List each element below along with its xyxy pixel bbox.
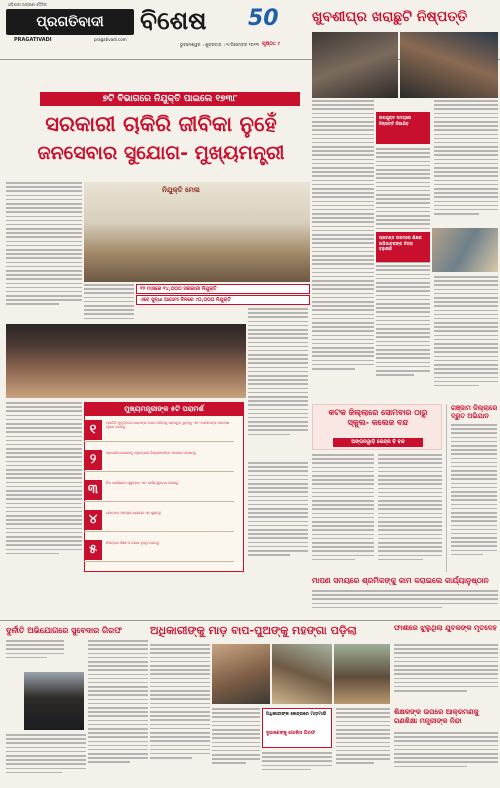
bottom-right-body-1 xyxy=(394,644,498,706)
ganjam-box xyxy=(446,404,498,572)
advice-point xyxy=(84,538,234,562)
assault-photo-1 xyxy=(212,644,270,704)
right-top-body-1 xyxy=(312,100,374,400)
stat-2 xyxy=(136,295,310,305)
bottom-left-body-3 xyxy=(6,734,86,780)
bottom-right-headline[interactable]: ଫାଶୀରେ ଝୁଲୁଥିଲା ଯୁବକଙ୍କ ମୃତଦେହ xyxy=(394,624,497,632)
lead-body-col-2 xyxy=(84,284,134,324)
labour-body xyxy=(312,590,498,618)
stage-photo xyxy=(84,182,310,282)
cuttack-body-2 xyxy=(378,454,442,572)
advice-point-text: ସରକାରୀ ଯୋଜନାକୁ ପ୍ରତ୍ୟେକ ହିତାଧିକାରୀଙ୍କ ପାଖରେ ପହଞ୍ଚାନ୍ତୁ xyxy=(106,451,197,455)
advice-point-text: ନିରନ୍ତର ଶିକ୍ଷା ଓ ଦକ୍ଷତା ବୃଦ୍ଧି କରନ୍ତୁ xyxy=(106,541,160,545)
right-top-body-3 xyxy=(434,100,498,228)
bottom-mid-body-1 xyxy=(150,644,210,780)
ganjam-body xyxy=(451,424,497,570)
audience-photo xyxy=(6,324,246,398)
advice-point-number: ୧ xyxy=(84,420,102,440)
bottom-mid-body-3 xyxy=(336,708,390,780)
advice-point xyxy=(84,478,234,502)
ganjam-title[interactable]: ଗଞ୍ଜାମ ଜିଲ୍ଲାରେ ଦ୍ରୁତ ଅଭିଯାନ xyxy=(451,404,498,420)
anniversary-logo xyxy=(248,6,284,36)
assault-photo-3 xyxy=(334,644,390,704)
cuttack-body-1 xyxy=(312,454,374,572)
cuttack-box xyxy=(312,404,442,450)
section-title: ବିଶେଷ xyxy=(140,6,207,35)
right-top-body-2 xyxy=(376,148,430,398)
protest-photo-left xyxy=(312,32,398,98)
bottom-mid-body-4 xyxy=(262,752,332,780)
advice-point-number: ୩ xyxy=(84,480,102,500)
labour-headline[interactable]: ମାପଣ ସମୟରେ ଶ୍ରମିକଙ୍କୁ କାମ କରାଇଲେ କାର୍ଯ୍ୟାନୁଷ୍ଠାନ xyxy=(312,576,489,585)
bottom-mid-box xyxy=(262,708,332,748)
site-url[interactable]: pragativadi.com xyxy=(94,37,127,42)
advice-point-text: ଲୋକଙ୍କ ସମସ୍ୟା ଧ୍ୟାନର ସହ ଶୁଣନ୍ତୁ xyxy=(106,511,162,515)
stage-banner: ନିଯୁକ୍ତି ମେଳା xyxy=(162,186,200,194)
advice-point-text: ପ୍ରତିଟି ମୁହୂର୍ତ୍ତରେ ଲୋକଙ୍କ ସେବା କରିବାକୁ ପ୍ରସ୍ତୁତ ରୁହନ୍ତୁ ଏବଂ ସେମାନଙ୍କ ଆକାଂକ୍ଷା ପୂରଣ କରନ୍ତୁ xyxy=(106,421,230,430)
assault-photo-2 xyxy=(272,644,332,704)
cuttack-headline[interactable]: କଟକ ଜିଲ୍ଲାରେ ସୋମବାର ଠାରୁ ସ୍କୁଲ- କଲେଜ ବନ୍ଦ xyxy=(328,408,428,427)
bottom-left-body-2 xyxy=(88,640,148,780)
advice-point xyxy=(84,418,234,442)
advice-point-number: ୨ xyxy=(84,450,102,470)
advice-point-number: ୫ xyxy=(84,540,102,560)
bottom-right-headline-2[interactable]: ଶିକ୍ଷକଙ୍କ ଉପରେ ଆକ୍ରମଣକୁ ଗଣଶିକ୍ଷା ମନ୍ତ୍ରୀଙ୍କ ନିନ୍ଦା xyxy=(394,708,479,725)
advice-point-number: ୪ xyxy=(84,510,102,530)
advice-title: ମୁଖ୍ୟମନ୍ତ୍ରୀଙ୍କ ୫ଟି ପରାମର୍ଶ xyxy=(85,403,243,416)
lead-body-col-5 xyxy=(248,462,308,572)
stat-1 xyxy=(136,284,310,294)
bottom-divider xyxy=(0,620,500,621)
lead-headline-2[interactable]: ଜନସେବାର ସୁଯୋଗ- ମୁଖ୍ୟମନ୍ତ୍ରୀ xyxy=(37,142,285,164)
lead-body-col-3 xyxy=(248,308,308,458)
protest-photo-right xyxy=(400,32,498,98)
cuttack-sub: ଅଙ୍ଗନୱାଡ଼ି କେନ୍ଦ୍ର ବି ବନ୍ଦ xyxy=(333,438,423,447)
advice-point xyxy=(84,508,234,532)
quote-box-2: ପ୍ରଚଣ୍ଡ ଗରମରେ ଶିକ୍ଷକ ଅଭିଭାବକଙ୍କ ଚିନ୍ତା ବଢ଼ାଇଛି xyxy=(376,232,430,262)
bottom-left-body-1 xyxy=(6,640,64,670)
tagline: ଓଡ଼ିଶାର ଅଗ୍ରଣୀ ଦୈନିକ xyxy=(8,2,47,7)
advice-point-text: ନିଜ କାର୍ଯ୍ୟରେ ସ୍ୱଚ୍ଛତା ଏବଂ ଦାୟିତ୍ୱବୋଧ ରଖନ୍ତୁ xyxy=(106,481,179,485)
bottom-right-body-2 xyxy=(394,732,498,782)
bottom-mid-box-2: ଦୁଇଜଣଙ୍କୁ ପୋଲିସ ଗିରଫ xyxy=(266,731,316,736)
anniversary-number: 50 xyxy=(248,6,279,31)
page-number: ପୃଷ୍ଠା: ୯ xyxy=(262,41,281,47)
lead-body-col-4 xyxy=(6,402,82,572)
bottom-mid-headline[interactable]: ଅଧିକାରୀଙ୍କୁ ମାଡ଼ ବାପ-ପୁଅଙ୍କୁ ମହଙ୍ଗା ପଡ଼ିଲା xyxy=(150,624,357,637)
bottom-left-headline[interactable]: ଦୁର୍ନୀତି ଅଭିଯୋଗରେ ସୁବେଦାର ଗିରଫ xyxy=(6,626,122,635)
stat-1-text: ୧୨ ମାସରେ ୧୪,୦୦୦ ସରକାରୀ ନିଯୁକ୍ତି xyxy=(140,286,217,292)
stat-2-text: ଏବେ ସୁଦ୍ଧା ଆଗାମୀ ଦିନରେ ୯୦,୦୦୦ ନିଯୁକ୍ତି xyxy=(140,297,231,303)
accused-photo xyxy=(24,672,84,730)
dateline: ଭୁବନେଶ୍ୱର । ଶୁକ୍ରବାର । ୨୯ଡିସେମ୍ବର ୨୦୨୩ xyxy=(180,42,260,47)
bottom-mid-box-1: ଅଧିକାରୀଙ୍କ କେନ୍ଦ୍ରରେ ମାଡ଼ମାରି xyxy=(266,712,327,717)
lead-headline-1[interactable]: ସରକାରୀ ଚାକିରି ଜୀବିକା ନୁହେଁ xyxy=(45,112,277,136)
logo-sub: PRAGATIVADI xyxy=(14,37,52,43)
advice-point xyxy=(84,448,234,472)
school-photo xyxy=(432,228,498,272)
bottom-mid-body-2 xyxy=(212,708,260,780)
lead-body-col-1 xyxy=(6,182,82,322)
right-top-headline[interactable]: ଖୁବଶୀଘ୍ର ଖରାଛୁଟି ନିଷ୍ପତ୍ତି xyxy=(312,9,468,25)
lead-kicker: ୭ଟି ବିଭାଗରେ ନିଯୁକ୍ତି ପାଇଲେ ୧୭୩୮ xyxy=(40,92,300,106)
right-top-body-4 xyxy=(434,276,498,400)
logo[interactable]: ପ୍ରଗତିବାଦୀ xyxy=(6,9,134,35)
quote-box-1: ଉପଯୁକ୍ତ ସମୟରେ ନିଷ୍ପତ୍ତି ନିଆଯିବ xyxy=(376,112,430,144)
